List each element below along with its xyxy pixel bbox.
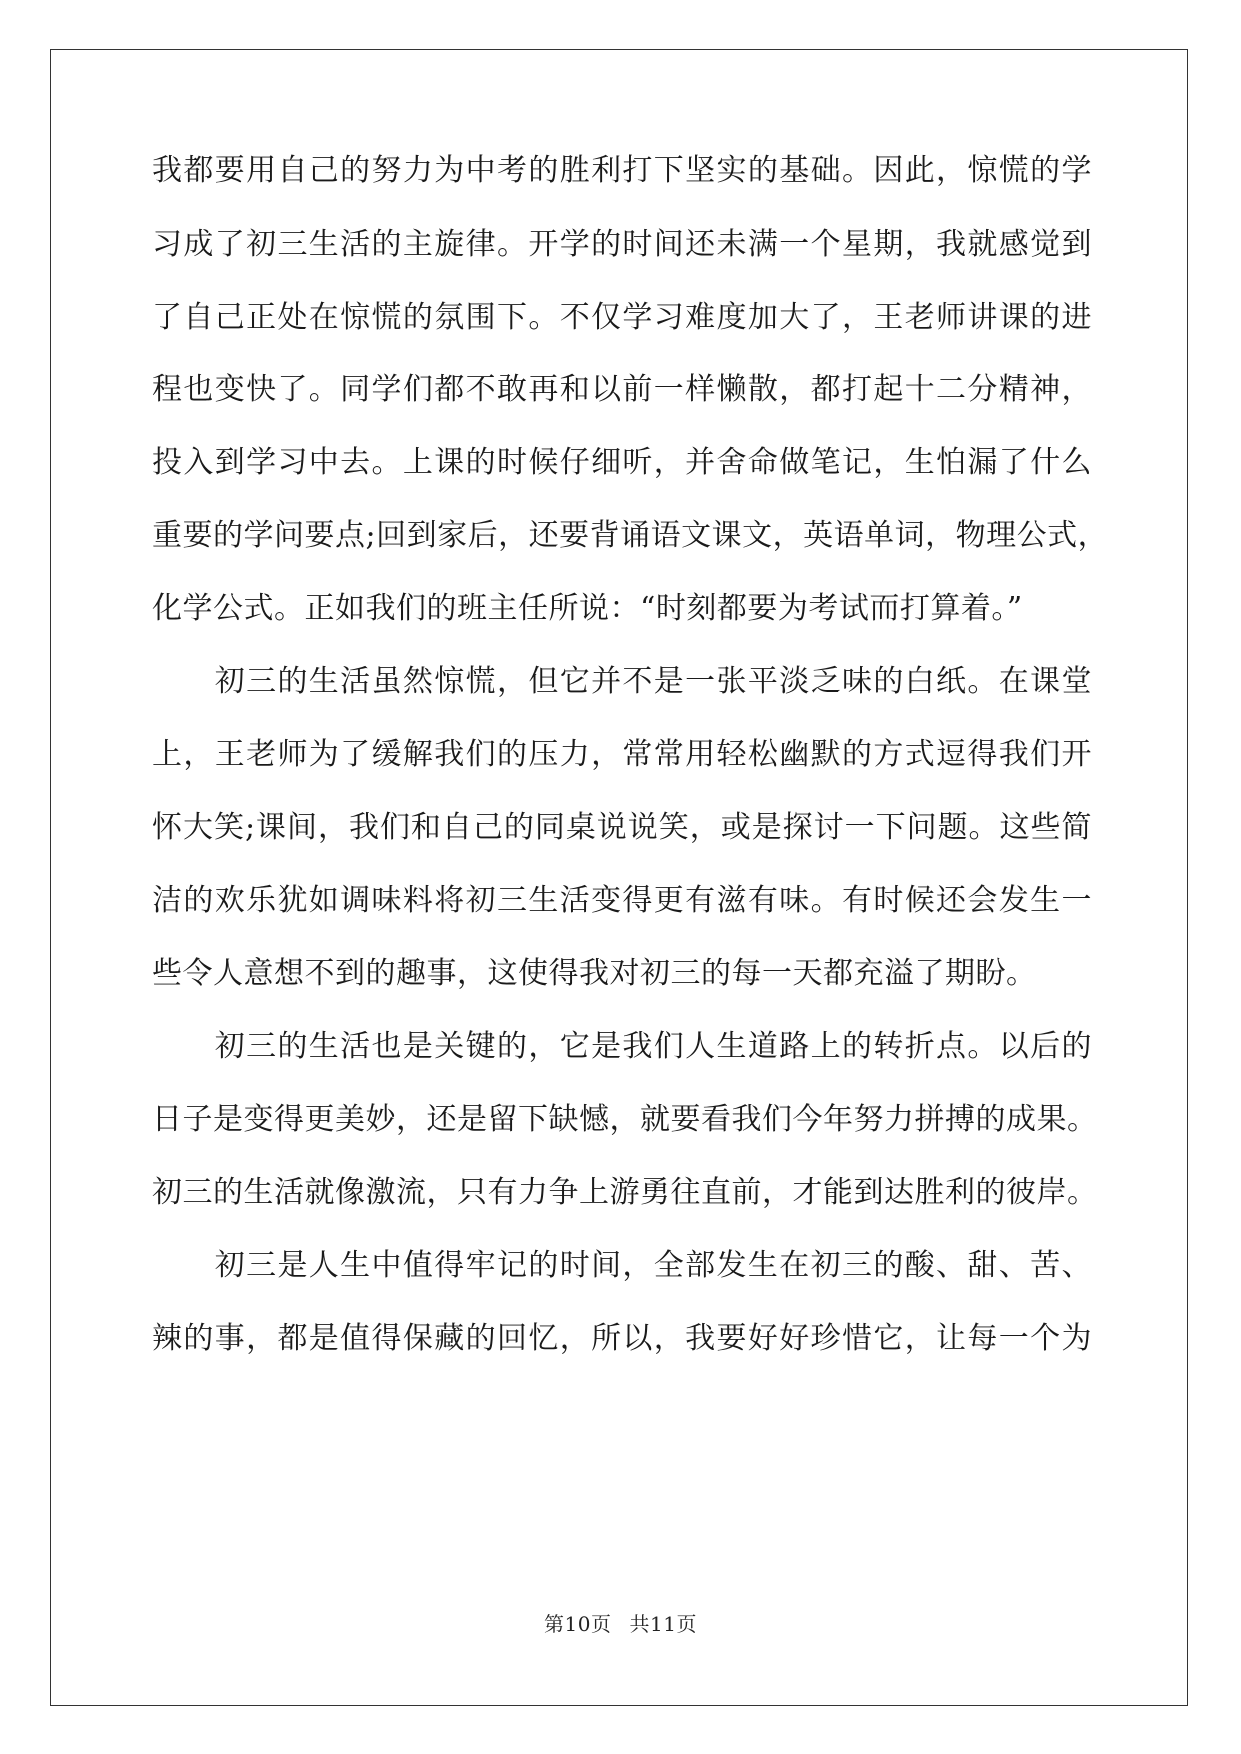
current-page-number: 第10页 bbox=[544, 1612, 612, 1636]
page-footer bbox=[0, 1610, 1241, 1638]
text-line-2: 习成了初三生活的主旋律。开学的时间还未满一个星期，我就感觉到 bbox=[152, 227, 1092, 262]
text-line-9: 上，王老师为了缓解我们的压力，常常用轻松幽默的方式逗得我们开 bbox=[152, 737, 1092, 772]
text-line-4: 程也变快了。同学们都不敢再和以前一样懒散，都打起十二分精神， bbox=[152, 372, 1092, 407]
text-line-5: 投入到学习中去。上课的时候仔细听，并舍命做笔记，生怕漏了什么 bbox=[152, 445, 1092, 480]
text-line-7: 化学公式。正如我们的班主任所说：“时刻都要为考试而打算着。” bbox=[152, 591, 1023, 626]
text-line-15: 初三的生活就像激流，只有力争上游勇往直前，才能到达胜利的彼岸。 bbox=[152, 1175, 1098, 1210]
text-line-6: 重要的学问要点;回到家后，还要背诵语文课文，英语单词，物理公式， bbox=[152, 518, 1109, 553]
text-line-17: 辣的事，都是值得保藏的回忆，所以，我要好好珍惜它，让每一个为 bbox=[152, 1321, 1092, 1356]
text-line-14: 日子是变得更美妙，还是留下缺憾，就要看我们今年努力拼搏的成果。 bbox=[152, 1102, 1098, 1137]
text-line-1: 我都要用自己的努力为中考的胜利打下坚实的基础。因此，惊慌的学 bbox=[152, 153, 1092, 188]
text-line-8: 初三的生活虽然惊慌，但它并不是一张平淡乏味的白纸。在课堂 bbox=[152, 664, 1092, 699]
text-line-12: 些令人意想不到的趣事，这使得我对初三的每一天都充溢了期盼。 bbox=[152, 956, 1037, 991]
text-line-11: 洁的欢乐犹如调味料将初三生活变得更有滋有味。有时候还会发生一 bbox=[152, 883, 1092, 918]
text-line-3: 了自己正处在惊慌的氛围下。不仅学习难度加大了，王老师讲课的进 bbox=[152, 300, 1092, 335]
text-line-13: 初三的生活也是关键的，它是我们人生道路上的转折点。以后的 bbox=[152, 1029, 1092, 1064]
total-pages: 共11页 bbox=[629, 1612, 697, 1636]
text-line-16: 初三是人生中值得牢记的时间，全部发生在初三的酸、甜、苦、 bbox=[152, 1248, 1092, 1283]
text-line-10: 怀大笑;课间，我们和自己的同桌说说笑，或是探讨一下问题。这些简 bbox=[152, 810, 1092, 845]
